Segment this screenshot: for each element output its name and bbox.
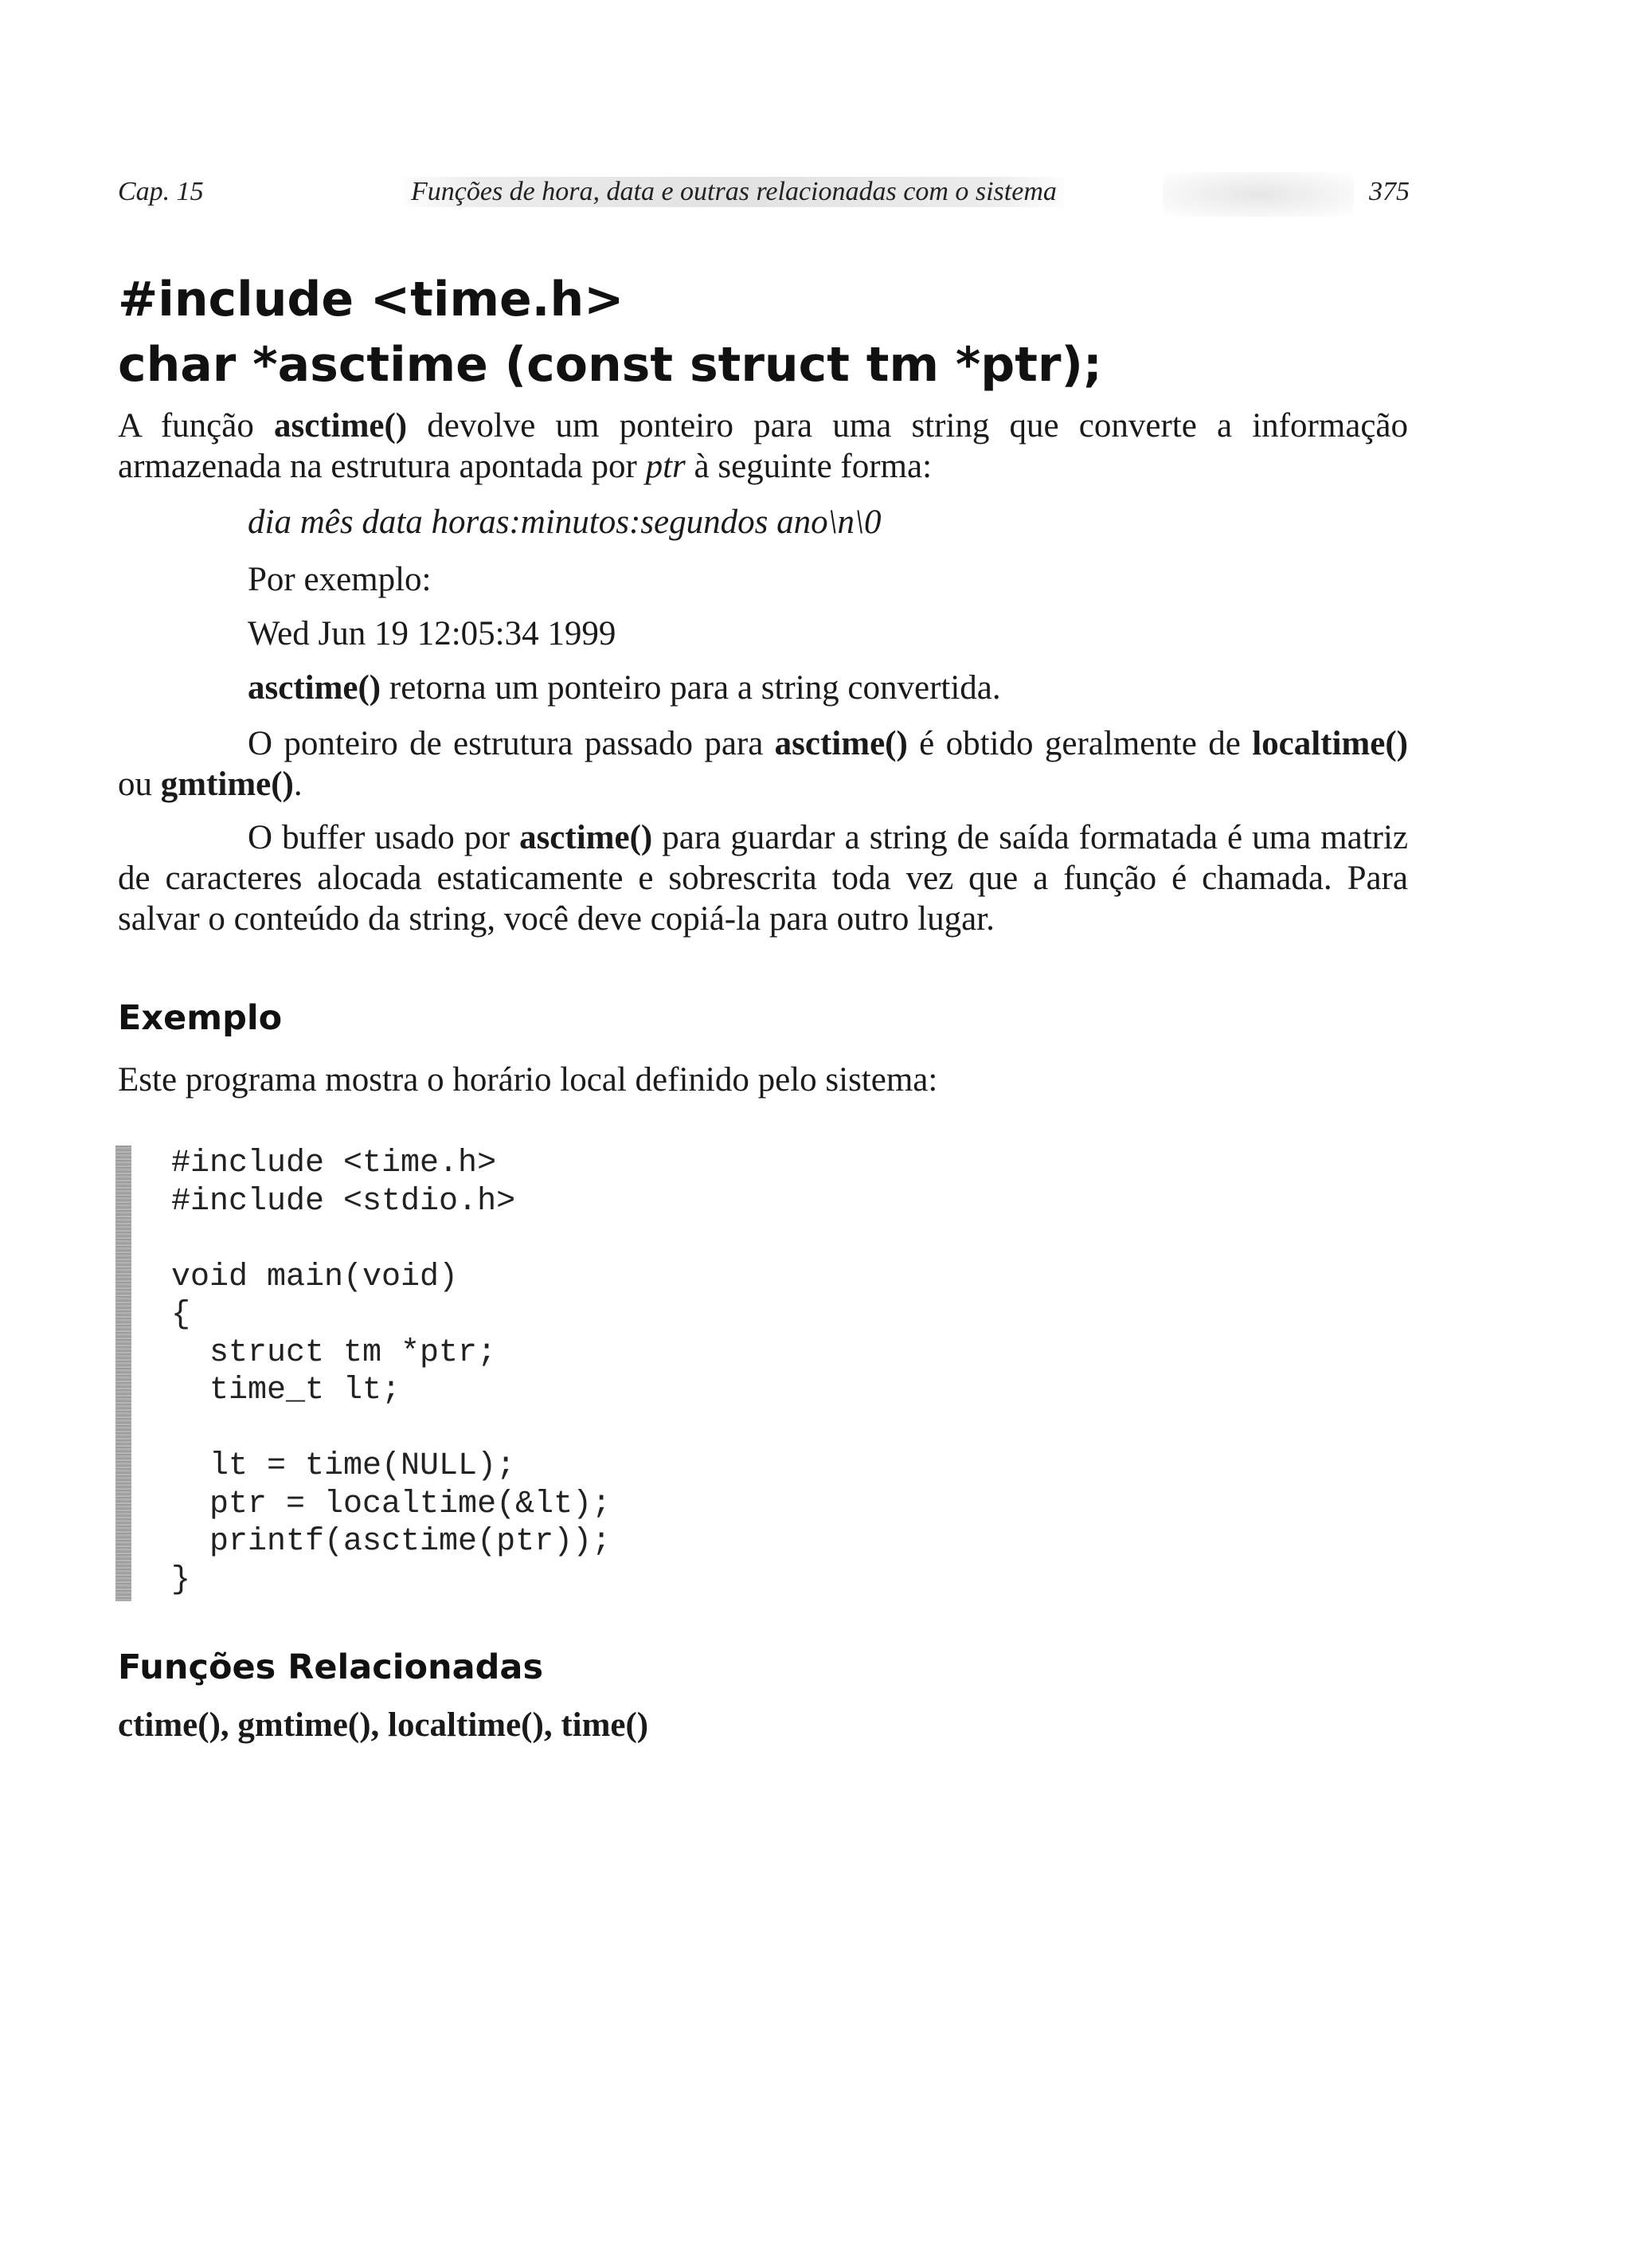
header-shading bbox=[1163, 172, 1354, 217]
example-intro: Este programa mostra o horário local definido pelo sistema: bbox=[118, 1061, 938, 1099]
function-name: asctime() bbox=[248, 669, 381, 707]
related-functions-heading: Funções Relacionadas bbox=[118, 1647, 544, 1687]
page-number: 375 bbox=[1369, 177, 1410, 206]
running-header-title: Funções de hora, data e outras relacionadas com o sistema bbox=[397, 177, 1071, 207]
code-line bbox=[171, 1410, 611, 1448]
function-name: asctime() bbox=[774, 725, 908, 762]
code-line: ptr = localtime(&lt); bbox=[171, 1486, 612, 1522]
prototype-include-line: #include <time.h> bbox=[118, 272, 624, 327]
buffer-paragraph: O buffer usado por asctime() para guardar a string de saída formatada é uma matriz de caracteres alocada estaticamente e sobrescrita toda vez que a função é chamada. Para salvar o conteúdo da string, você deve copiá-la para outro lugar. bbox=[118, 819, 1408, 938]
code-line: #include <stdio.h> bbox=[171, 1183, 516, 1220]
prototype-signature-line: char *asctime (const struct tm *ptr); bbox=[118, 337, 1102, 393]
return-value-line: asctime() retorna um ponteiro para a string convertida. bbox=[248, 669, 1001, 707]
code-line: } bbox=[171, 1561, 191, 1598]
code-listing bbox=[171, 1145, 611, 1599]
code-line: #include <time.h> bbox=[171, 1146, 497, 1181]
function-prototype bbox=[118, 267, 1102, 398]
code-line: lt = time(NULL); bbox=[171, 1448, 516, 1484]
code-line: time_t lt; bbox=[171, 1373, 401, 1408]
function-name: gmtime() bbox=[160, 766, 294, 803]
function-name: asctime() bbox=[519, 819, 653, 856]
code-line: void main(void) bbox=[171, 1259, 459, 1295]
structure-pointer-paragraph: O ponteiro de estrutura passado para asctime() é obtido geralmente de localtime() ou gmtime(). bbox=[118, 725, 1408, 803]
parameter-name: ptr bbox=[645, 448, 686, 485]
example-date-string: Wed Jun 19 12:05:34 1999 bbox=[248, 615, 616, 652]
function-name: asctime() bbox=[273, 407, 408, 445]
example-label: Por exemplo: bbox=[248, 561, 432, 598]
code-margin-bar bbox=[115, 1146, 131, 1601]
example-heading: Exemplo bbox=[118, 998, 283, 1038]
related-functions-list: ctime(), gmtime(), localtime(), time() bbox=[118, 1706, 649, 1744]
code-line bbox=[171, 1220, 611, 1259]
description-paragraph: A função asctime() devolve um ponteiro para uma string que converte a informação armazenada na estrutura apontada por ptr à seguinte forma: bbox=[118, 407, 1408, 485]
function-name: localtime() bbox=[1252, 725, 1408, 762]
running-header-chapter: Cap. 15 bbox=[118, 177, 204, 206]
code-line: struct tm *ptr; bbox=[171, 1334, 497, 1371]
code-line: { bbox=[171, 1297, 191, 1333]
format-line: dia mês data horas:minutos:segundos ano\n\0 bbox=[248, 503, 882, 541]
code-line: printf(asctime(ptr)); bbox=[171, 1524, 612, 1560]
